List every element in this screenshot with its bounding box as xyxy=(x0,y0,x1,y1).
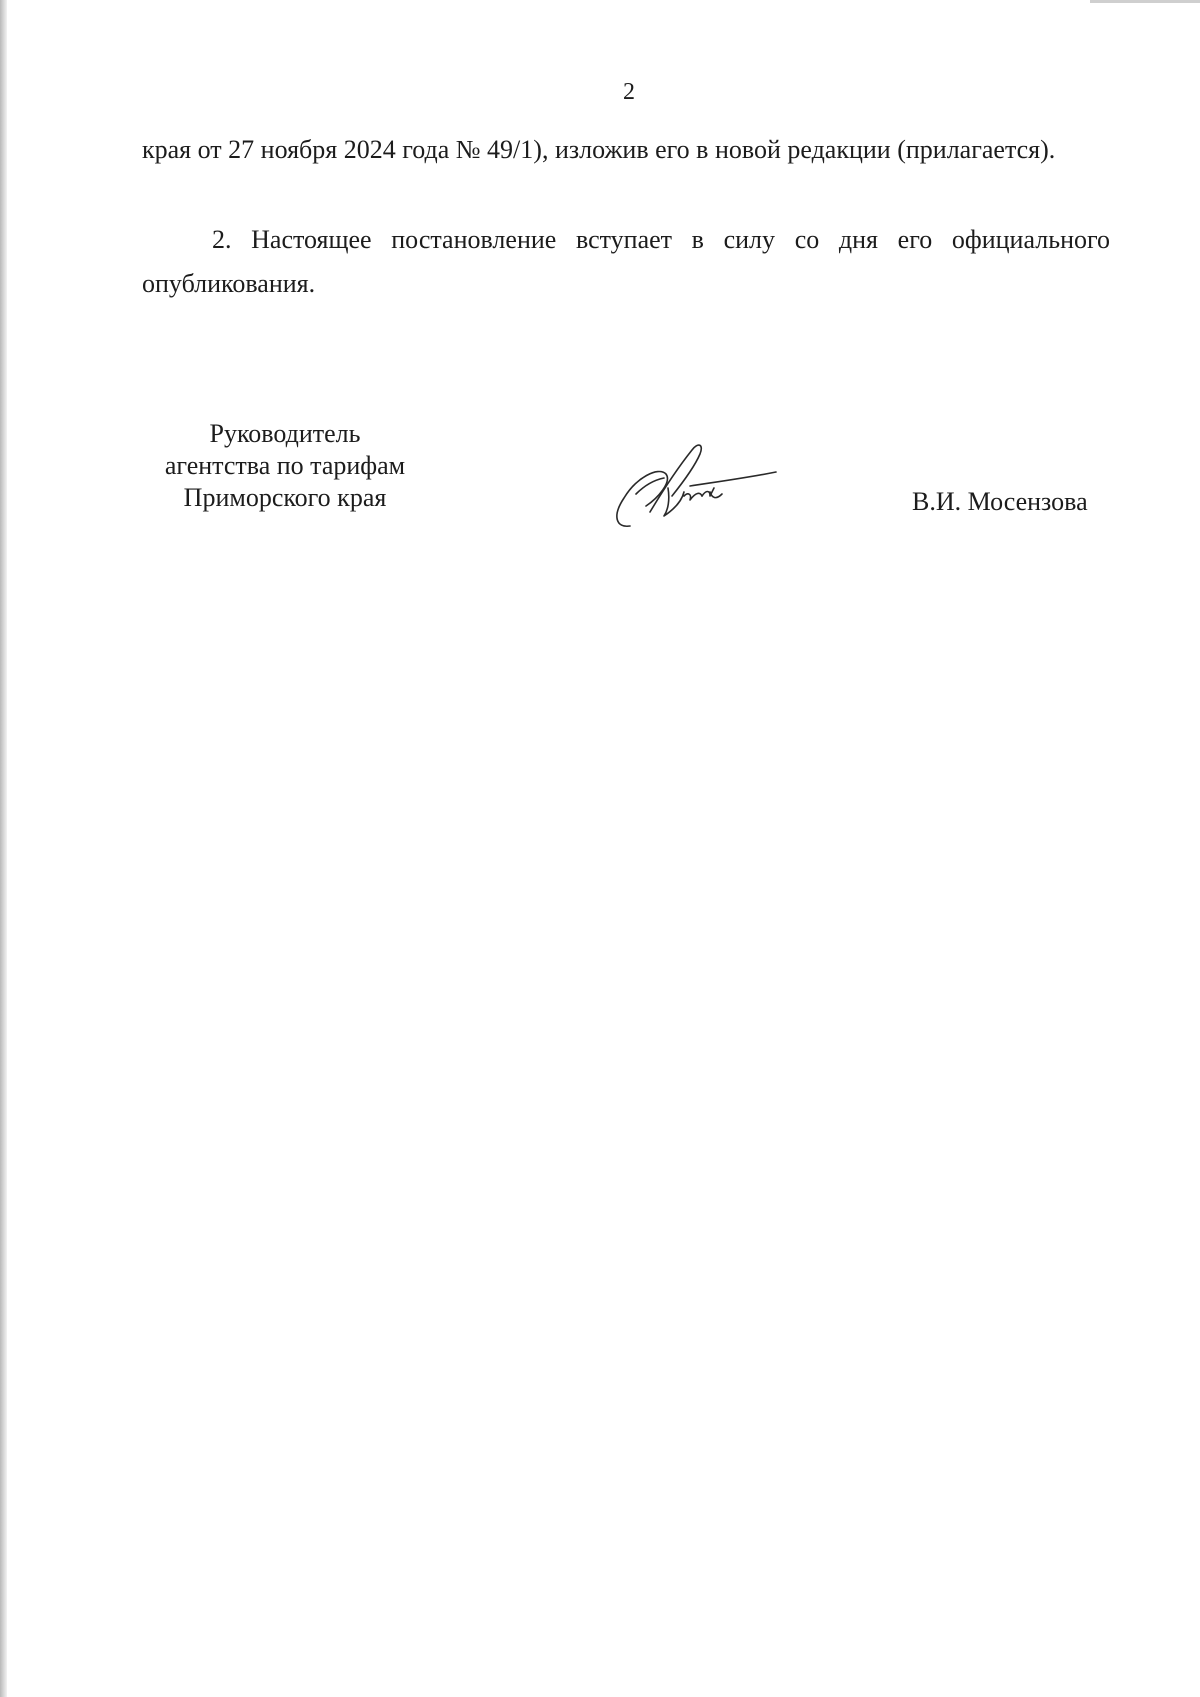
position-line: Руководитель xyxy=(209,419,361,448)
page-number: 2 xyxy=(623,79,635,105)
position-line: агентства по тарифам xyxy=(164,451,406,480)
position-line: Приморского края xyxy=(183,483,387,512)
signer-name: В.И. Мосензова xyxy=(912,487,1088,516)
paragraph-clause-2: 2. Настоящее постановление вступает в силу со дня его официального опубликования. xyxy=(142,225,1110,298)
paragraph-continuation: края от 27 ноября 2024 года № 49/1), изложив его в новой редакции (прилагается). xyxy=(142,135,1056,164)
scan-left-edge xyxy=(0,0,7,1697)
scan-top-edge xyxy=(1090,0,1200,3)
signature-icon xyxy=(606,436,784,532)
signatory-position xyxy=(120,418,450,514)
